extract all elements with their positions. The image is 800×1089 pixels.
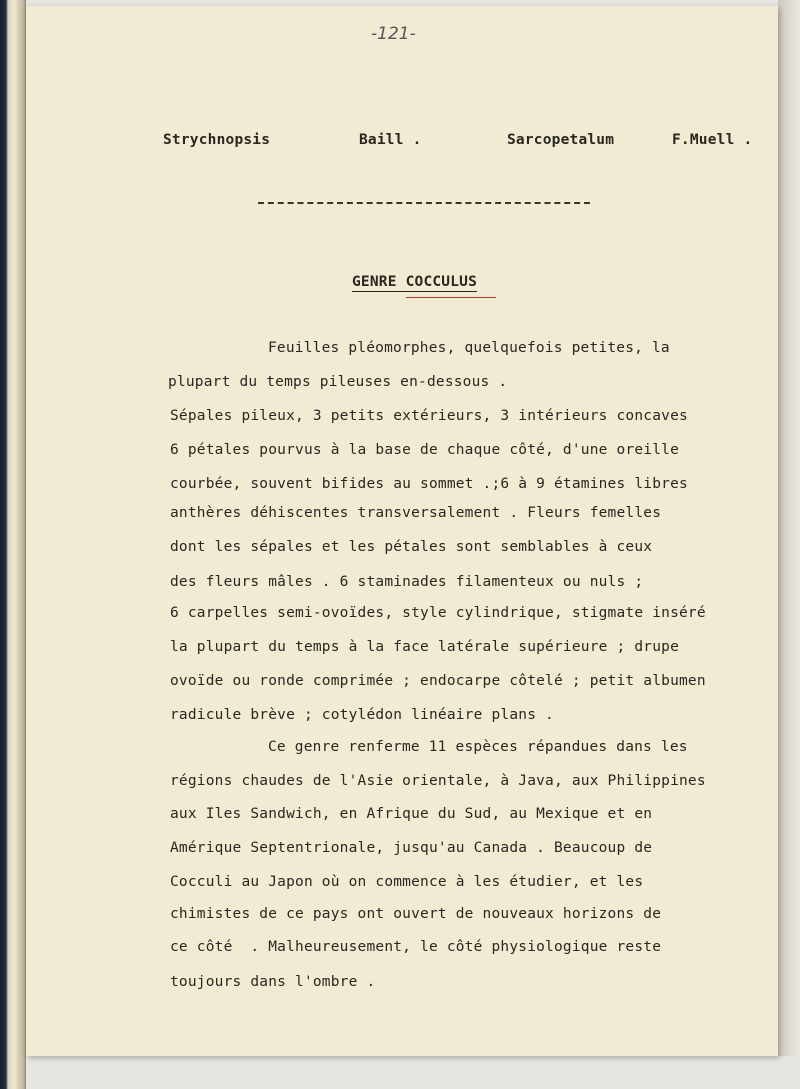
body-line: Amérique Septentrionale, jusqu'au Canada . Beaucoup de — [170, 840, 653, 856]
header-author-baill: Baill . — [359, 132, 422, 148]
body-line: la plupart du temps à la face latérale supérieure ; drupe — [170, 639, 679, 655]
body-line: 6 carpelles semi-ovoïdes, style cylindrique, stigmate inséré — [170, 605, 706, 621]
scan-bottom-margin — [26, 1056, 800, 1089]
body-line: 6 pétales pourvus à la base de chaque côté, d'une oreille — [170, 442, 679, 458]
genus-heading: GENRE COCCULUS — [352, 274, 478, 290]
dashed-divider — [258, 202, 590, 204]
header-author-fmuell: F.Muell . — [672, 132, 753, 148]
body-line: régions chaudes de l'Asie orientale, à Java, aux Philippines — [170, 773, 706, 789]
body-line: Sépales pileux, 3 petits extérieurs, 3 intérieurs concaves — [170, 408, 688, 424]
header-genus-sarcopetalum: Sarcopetalum — [507, 132, 615, 148]
body-line: radicule brève ; cotylédon linéaire plans . — [170, 707, 554, 723]
page-edge — [778, 0, 800, 1089]
body-line: des fleurs mâles . 6 staminades filamenteux ou nuls ; — [170, 574, 644, 590]
header-genus-strychnopsis: Strychnopsis — [163, 132, 271, 148]
body-line: toujours dans l'ombre . — [170, 974, 376, 990]
body-line: aux Iles Sandwich, en Afrique du Sud, au Mexique et en — [170, 806, 653, 822]
body-line: Feuilles pléomorphes, quelquefois petites, la — [268, 340, 670, 356]
body-line: plupart du temps pileuses en-dessous . — [168, 374, 508, 390]
book-binding — [0, 0, 26, 1089]
body-line: chimistes de ce pays ont ouvert de nouveaux horizons de — [170, 906, 662, 922]
body-line: dont les sépales et les pétales sont semblables à ceux — [170, 539, 653, 555]
body-line: ce côté . Malheureusement, le côté physiologique reste — [170, 939, 662, 955]
typewritten-page — [26, 6, 778, 1056]
body-line: Cocculi au Japon où on commence à les étudier, et les — [170, 874, 644, 890]
page-number: -121- — [371, 24, 416, 44]
body-line: courbée, souvent bifides au sommet .;6 à 9 étamines libres — [170, 476, 688, 492]
red-underline — [406, 297, 496, 298]
body-line: Ce genre renferme 11 espèces répandues dans les — [268, 739, 688, 755]
body-line: anthères déhiscentes transversalement . Fleurs femelles — [170, 505, 662, 521]
body-line: ovoïde ou ronde comprimée ; endocarpe côtelé ; petit albumen — [170, 673, 706, 689]
